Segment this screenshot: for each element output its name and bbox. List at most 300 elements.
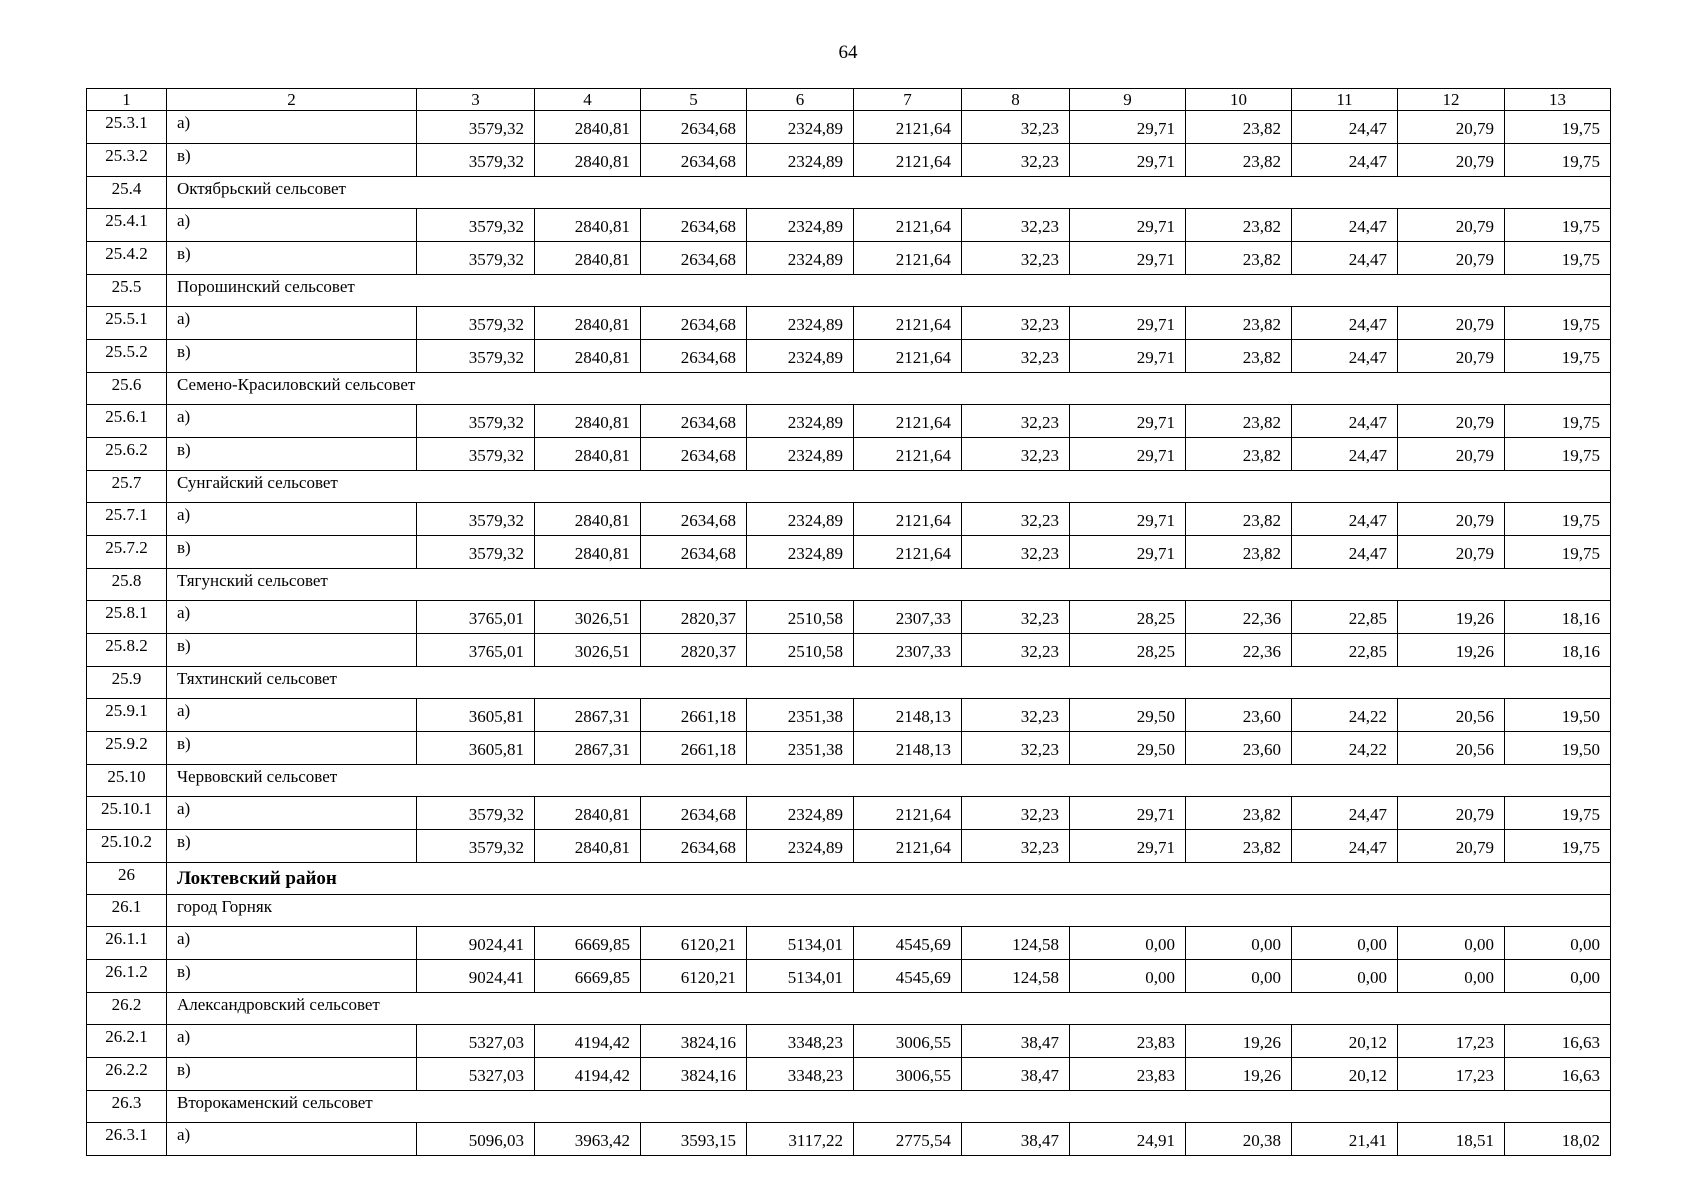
value-cell: 23,82 xyxy=(1186,797,1292,830)
value-cell: 32,23 xyxy=(962,405,1070,438)
value-cell: 19,75 xyxy=(1505,438,1611,471)
section-row xyxy=(87,765,1611,797)
value-cell: 2121,64 xyxy=(854,340,962,373)
value-cell: 19,26 xyxy=(1398,601,1505,634)
value-cell: 3006,55 xyxy=(854,1058,962,1091)
value-cell: 19,75 xyxy=(1505,536,1611,569)
table-row xyxy=(87,1123,1611,1156)
section-title: Тягунский сельсовет xyxy=(167,569,1611,601)
table-row xyxy=(87,732,1611,765)
value-cell: 2324,89 xyxy=(747,111,854,144)
value-cell: 19,75 xyxy=(1505,111,1611,144)
value-cell: 0,00 xyxy=(1505,927,1611,960)
value-cell: 19,75 xyxy=(1505,209,1611,242)
value-cell: 2324,89 xyxy=(747,830,854,863)
value-cell: 3579,32 xyxy=(417,536,535,569)
row-number: 25.4.2 xyxy=(87,242,167,275)
value-cell: 2307,33 xyxy=(854,601,962,634)
column-header: 2 xyxy=(167,89,417,111)
value-cell: 2121,64 xyxy=(854,242,962,275)
value-cell: 2324,89 xyxy=(747,536,854,569)
value-cell: 0,00 xyxy=(1292,927,1398,960)
row-label: а) xyxy=(167,307,417,340)
row-label: а) xyxy=(167,503,417,536)
value-cell: 3579,32 xyxy=(417,340,535,373)
section-title: Порошинский сельсовет xyxy=(167,275,1611,307)
section-row xyxy=(87,1091,1611,1123)
value-cell: 2324,89 xyxy=(747,405,854,438)
value-cell: 20,79 xyxy=(1398,144,1505,177)
value-cell: 20,79 xyxy=(1398,209,1505,242)
value-cell: 32,23 xyxy=(962,144,1070,177)
value-cell: 2840,81 xyxy=(535,503,641,536)
row-number: 26.2 xyxy=(87,993,167,1025)
row-label: в) xyxy=(167,732,417,765)
value-cell: 20,38 xyxy=(1186,1123,1292,1156)
section-title: Второкаменский сельсовет xyxy=(167,1091,1611,1123)
value-cell: 2840,81 xyxy=(535,144,641,177)
row-number: 25.5.2 xyxy=(87,340,167,373)
section-title: Тяхтинский сельсовет xyxy=(167,667,1611,699)
value-cell: 24,47 xyxy=(1292,405,1398,438)
row-number: 26 xyxy=(87,863,167,895)
value-cell: 0,00 xyxy=(1505,960,1611,993)
value-cell: 19,75 xyxy=(1505,144,1611,177)
value-cell: 19,26 xyxy=(1186,1058,1292,1091)
row-number: 25.3.2 xyxy=(87,144,167,177)
value-cell: 2634,68 xyxy=(641,144,747,177)
value-cell: 5134,01 xyxy=(747,927,854,960)
row-number: 25.5.1 xyxy=(87,307,167,340)
value-cell: 32,23 xyxy=(962,438,1070,471)
value-cell: 2634,68 xyxy=(641,797,747,830)
value-cell: 20,79 xyxy=(1398,536,1505,569)
value-cell: 23,82 xyxy=(1186,144,1292,177)
value-cell: 3579,32 xyxy=(417,503,535,536)
value-cell: 29,71 xyxy=(1070,307,1186,340)
value-cell: 2634,68 xyxy=(641,438,747,471)
row-label: в) xyxy=(167,438,417,471)
value-cell: 6669,85 xyxy=(535,927,641,960)
value-cell: 2324,89 xyxy=(747,144,854,177)
column-header: 11 xyxy=(1292,89,1398,111)
value-cell: 20,79 xyxy=(1398,830,1505,863)
value-cell: 6120,21 xyxy=(641,960,747,993)
value-cell: 3579,32 xyxy=(417,405,535,438)
value-cell: 24,47 xyxy=(1292,536,1398,569)
row-label: а) xyxy=(167,405,417,438)
table-row xyxy=(87,960,1611,993)
value-cell: 19,50 xyxy=(1505,732,1611,765)
value-cell: 3765,01 xyxy=(417,634,535,667)
table-row xyxy=(87,144,1611,177)
row-number: 25.10 xyxy=(87,765,167,797)
value-cell: 3579,32 xyxy=(417,830,535,863)
column-header: 13 xyxy=(1505,89,1611,111)
column-header: 5 xyxy=(641,89,747,111)
value-cell: 2840,81 xyxy=(535,830,641,863)
value-cell: 5327,03 xyxy=(417,1025,535,1058)
value-cell: 19,75 xyxy=(1505,340,1611,373)
value-cell: 3824,16 xyxy=(641,1025,747,1058)
value-cell: 4194,42 xyxy=(535,1025,641,1058)
value-cell: 32,23 xyxy=(962,830,1070,863)
row-label: в) xyxy=(167,242,417,275)
value-cell: 29,71 xyxy=(1070,536,1186,569)
value-cell: 24,47 xyxy=(1292,503,1398,536)
column-header-row xyxy=(87,89,1611,111)
value-cell: 24,47 xyxy=(1292,797,1398,830)
table-row xyxy=(87,699,1611,732)
value-cell: 2121,64 xyxy=(854,111,962,144)
value-cell: 29,71 xyxy=(1070,438,1186,471)
row-label: а) xyxy=(167,209,417,242)
value-cell: 32,23 xyxy=(962,732,1070,765)
value-cell: 17,23 xyxy=(1398,1058,1505,1091)
value-cell: 28,25 xyxy=(1070,634,1186,667)
value-cell: 3579,32 xyxy=(417,111,535,144)
row-label: в) xyxy=(167,536,417,569)
row-number: 25.3.1 xyxy=(87,111,167,144)
value-cell: 29,71 xyxy=(1070,144,1186,177)
row-number: 25.7.1 xyxy=(87,503,167,536)
value-cell: 2840,81 xyxy=(535,111,641,144)
column-header: 10 xyxy=(1186,89,1292,111)
value-cell: 2121,64 xyxy=(854,209,962,242)
row-label: в) xyxy=(167,830,417,863)
value-cell: 24,22 xyxy=(1292,732,1398,765)
section-title: Октябрьский сельсовет xyxy=(167,177,1611,209)
row-number: 25.7.2 xyxy=(87,536,167,569)
value-cell: 24,47 xyxy=(1292,144,1398,177)
value-cell: 23,82 xyxy=(1186,830,1292,863)
value-cell: 2510,58 xyxy=(747,601,854,634)
value-cell: 2661,18 xyxy=(641,699,747,732)
value-cell: 2840,81 xyxy=(535,438,641,471)
section-row xyxy=(87,177,1611,209)
value-cell: 22,36 xyxy=(1186,601,1292,634)
section-title: Червовский сельсовет xyxy=(167,765,1611,797)
table-row xyxy=(87,340,1611,373)
value-cell: 3117,22 xyxy=(747,1123,854,1156)
value-cell: 3348,23 xyxy=(747,1058,854,1091)
table-row xyxy=(87,634,1611,667)
value-cell: 2324,89 xyxy=(747,242,854,275)
value-cell: 29,71 xyxy=(1070,111,1186,144)
value-cell: 6669,85 xyxy=(535,960,641,993)
table-row xyxy=(87,797,1611,830)
value-cell: 20,79 xyxy=(1398,405,1505,438)
value-cell: 124,58 xyxy=(962,927,1070,960)
value-cell: 2634,68 xyxy=(641,405,747,438)
table-row xyxy=(87,1025,1611,1058)
value-cell: 20,56 xyxy=(1398,732,1505,765)
value-cell: 22,36 xyxy=(1186,634,1292,667)
value-cell: 5327,03 xyxy=(417,1058,535,1091)
value-cell: 18,02 xyxy=(1505,1123,1611,1156)
value-cell: 32,23 xyxy=(962,601,1070,634)
value-cell: 2307,33 xyxy=(854,634,962,667)
value-cell: 23,83 xyxy=(1070,1058,1186,1091)
value-cell: 24,47 xyxy=(1292,438,1398,471)
value-cell: 2820,37 xyxy=(641,634,747,667)
column-header: 6 xyxy=(747,89,854,111)
value-cell: 23,82 xyxy=(1186,438,1292,471)
value-cell: 2121,64 xyxy=(854,503,962,536)
section-row xyxy=(87,667,1611,699)
section-title: Семено-Красиловский сельсовет xyxy=(167,373,1611,405)
row-number: 26.3.1 xyxy=(87,1123,167,1156)
value-cell: 24,47 xyxy=(1292,242,1398,275)
value-cell: 16,63 xyxy=(1505,1025,1611,1058)
value-cell: 29,71 xyxy=(1070,797,1186,830)
row-label: в) xyxy=(167,960,417,993)
value-cell: 2634,68 xyxy=(641,830,747,863)
row-label: а) xyxy=(167,111,417,144)
value-cell: 3963,42 xyxy=(535,1123,641,1156)
value-cell: 19,75 xyxy=(1505,307,1611,340)
value-cell: 0,00 xyxy=(1186,960,1292,993)
value-cell: 3026,51 xyxy=(535,601,641,634)
value-cell: 2775,54 xyxy=(854,1123,962,1156)
value-cell: 29,71 xyxy=(1070,503,1186,536)
column-header: 1 xyxy=(87,89,167,111)
value-cell: 20,12 xyxy=(1292,1025,1398,1058)
value-cell: 3579,32 xyxy=(417,307,535,340)
value-cell: 20,79 xyxy=(1398,242,1505,275)
table-row xyxy=(87,438,1611,471)
value-cell: 18,16 xyxy=(1505,634,1611,667)
value-cell: 19,75 xyxy=(1505,242,1611,275)
section-row xyxy=(87,373,1611,405)
value-cell: 2820,37 xyxy=(641,601,747,634)
column-header: 3 xyxy=(417,89,535,111)
value-cell: 23,82 xyxy=(1186,111,1292,144)
value-cell: 2351,38 xyxy=(747,732,854,765)
value-cell: 3579,32 xyxy=(417,242,535,275)
row-label: а) xyxy=(167,699,417,732)
value-cell: 2121,64 xyxy=(854,830,962,863)
column-header: 7 xyxy=(854,89,962,111)
value-cell: 0,00 xyxy=(1070,927,1186,960)
value-cell: 2121,64 xyxy=(854,307,962,340)
value-cell: 0,00 xyxy=(1070,960,1186,993)
value-cell: 32,23 xyxy=(962,536,1070,569)
value-cell: 32,23 xyxy=(962,307,1070,340)
row-label: в) xyxy=(167,1058,417,1091)
value-cell: 2840,81 xyxy=(535,242,641,275)
row-number: 26.1 xyxy=(87,895,167,927)
row-number: 26.2.1 xyxy=(87,1025,167,1058)
value-cell: 20,79 xyxy=(1398,307,1505,340)
value-cell: 2634,68 xyxy=(641,340,747,373)
value-cell: 9024,41 xyxy=(417,927,535,960)
section-row xyxy=(87,993,1611,1025)
row-number: 25.8.2 xyxy=(87,634,167,667)
row-number: 25.5 xyxy=(87,275,167,307)
value-cell: 32,23 xyxy=(962,242,1070,275)
page-number: 64 xyxy=(838,42,858,63)
value-cell: 23,82 xyxy=(1186,536,1292,569)
value-cell: 28,25 xyxy=(1070,601,1186,634)
row-number: 26.1.1 xyxy=(87,927,167,960)
table-row xyxy=(87,601,1611,634)
table-row xyxy=(87,1058,1611,1091)
value-cell: 23,82 xyxy=(1186,242,1292,275)
value-cell: 3348,23 xyxy=(747,1025,854,1058)
section-title: Александровский сельсовет xyxy=(167,993,1611,1025)
value-cell: 32,23 xyxy=(962,111,1070,144)
value-cell: 18,16 xyxy=(1505,601,1611,634)
value-cell: 2634,68 xyxy=(641,111,747,144)
value-cell: 3765,01 xyxy=(417,601,535,634)
table-row xyxy=(87,927,1611,960)
table-row xyxy=(87,209,1611,242)
value-cell: 16,63 xyxy=(1505,1058,1611,1091)
value-cell: 2351,38 xyxy=(747,699,854,732)
value-cell: 23,83 xyxy=(1070,1025,1186,1058)
value-cell: 0,00 xyxy=(1186,927,1292,960)
row-number: 25.6.2 xyxy=(87,438,167,471)
value-cell: 38,47 xyxy=(962,1123,1070,1156)
value-cell: 24,47 xyxy=(1292,340,1398,373)
row-number: 25.10.1 xyxy=(87,797,167,830)
value-cell: 23,82 xyxy=(1186,307,1292,340)
value-cell: 29,50 xyxy=(1070,699,1186,732)
table-row xyxy=(87,307,1611,340)
section-row xyxy=(87,895,1611,927)
value-cell: 19,75 xyxy=(1505,503,1611,536)
value-cell: 22,85 xyxy=(1292,634,1398,667)
section-row xyxy=(87,471,1611,503)
value-cell: 3026,51 xyxy=(535,634,641,667)
value-cell: 5096,03 xyxy=(417,1123,535,1156)
column-header: 9 xyxy=(1070,89,1186,111)
value-cell: 2867,31 xyxy=(535,732,641,765)
row-label: а) xyxy=(167,1123,417,1156)
row-number: 25.9.2 xyxy=(87,732,167,765)
value-cell: 24,22 xyxy=(1292,699,1398,732)
value-cell: 4545,69 xyxy=(854,960,962,993)
value-cell: 20,79 xyxy=(1398,111,1505,144)
value-cell: 0,00 xyxy=(1398,927,1505,960)
value-cell: 2121,64 xyxy=(854,797,962,830)
value-cell: 3605,81 xyxy=(417,699,535,732)
row-label: в) xyxy=(167,340,417,373)
table-row xyxy=(87,830,1611,863)
value-cell: 2634,68 xyxy=(641,503,747,536)
value-cell: 2324,89 xyxy=(747,503,854,536)
value-cell: 2121,64 xyxy=(854,438,962,471)
value-cell: 0,00 xyxy=(1292,960,1398,993)
value-cell: 22,85 xyxy=(1292,601,1398,634)
table-row xyxy=(87,503,1611,536)
row-number: 26.2.2 xyxy=(87,1058,167,1091)
value-cell: 2148,13 xyxy=(854,732,962,765)
value-cell: 20,79 xyxy=(1398,797,1505,830)
row-number: 25.8 xyxy=(87,569,167,601)
value-cell: 32,23 xyxy=(962,699,1070,732)
value-cell: 19,75 xyxy=(1505,797,1611,830)
row-label: в) xyxy=(167,144,417,177)
value-cell: 2121,64 xyxy=(854,405,962,438)
section-row xyxy=(87,275,1611,307)
value-cell: 20,12 xyxy=(1292,1058,1398,1091)
row-number: 25.6 xyxy=(87,373,167,405)
value-cell: 2634,68 xyxy=(641,242,747,275)
column-header: 4 xyxy=(535,89,641,111)
value-cell: 2840,81 xyxy=(535,405,641,438)
value-cell: 9024,41 xyxy=(417,960,535,993)
value-cell: 3593,15 xyxy=(641,1123,747,1156)
value-cell: 0,00 xyxy=(1398,960,1505,993)
value-cell: 2121,64 xyxy=(854,144,962,177)
value-cell: 29,71 xyxy=(1070,242,1186,275)
row-label: а) xyxy=(167,797,417,830)
row-number: 25.9 xyxy=(87,667,167,699)
row-number: 26.1.2 xyxy=(87,960,167,993)
value-cell: 2840,81 xyxy=(535,209,641,242)
value-cell: 32,23 xyxy=(962,503,1070,536)
section-row xyxy=(87,569,1611,601)
value-cell: 19,26 xyxy=(1186,1025,1292,1058)
value-cell: 2148,13 xyxy=(854,699,962,732)
value-cell: 24,47 xyxy=(1292,307,1398,340)
column-header: 8 xyxy=(962,89,1070,111)
value-cell: 20,79 xyxy=(1398,438,1505,471)
value-cell: 124,58 xyxy=(962,960,1070,993)
value-cell: 3579,32 xyxy=(417,144,535,177)
district-row xyxy=(87,863,1611,895)
value-cell: 23,60 xyxy=(1186,732,1292,765)
value-cell: 3824,16 xyxy=(641,1058,747,1091)
value-cell: 20,79 xyxy=(1398,503,1505,536)
value-cell: 29,71 xyxy=(1070,405,1186,438)
value-cell: 23,82 xyxy=(1186,405,1292,438)
row-number: 25.9.1 xyxy=(87,699,167,732)
value-cell: 23,60 xyxy=(1186,699,1292,732)
value-cell: 3579,32 xyxy=(417,209,535,242)
row-number: 25.8.1 xyxy=(87,601,167,634)
value-cell: 38,47 xyxy=(962,1025,1070,1058)
value-cell: 23,82 xyxy=(1186,503,1292,536)
value-cell: 2121,64 xyxy=(854,536,962,569)
value-cell: 4194,42 xyxy=(535,1058,641,1091)
value-cell: 20,56 xyxy=(1398,699,1505,732)
section-title: Локтевский район xyxy=(167,863,1611,895)
value-cell: 23,82 xyxy=(1186,340,1292,373)
value-cell: 21,41 xyxy=(1292,1123,1398,1156)
value-cell: 20,79 xyxy=(1398,340,1505,373)
value-cell: 29,71 xyxy=(1070,830,1186,863)
value-cell: 29,71 xyxy=(1070,209,1186,242)
value-cell: 19,26 xyxy=(1398,634,1505,667)
value-cell: 18,51 xyxy=(1398,1123,1505,1156)
value-cell: 2510,58 xyxy=(747,634,854,667)
value-cell: 2634,68 xyxy=(641,536,747,569)
row-number: 25.6.1 xyxy=(87,405,167,438)
value-cell: 2324,89 xyxy=(747,340,854,373)
value-cell: 29,50 xyxy=(1070,732,1186,765)
tariff-table xyxy=(86,88,1611,1156)
value-cell: 24,47 xyxy=(1292,830,1398,863)
value-cell: 2840,81 xyxy=(535,797,641,830)
value-cell: 2324,89 xyxy=(747,438,854,471)
value-cell: 3579,32 xyxy=(417,438,535,471)
value-cell: 2324,89 xyxy=(747,307,854,340)
value-cell: 32,23 xyxy=(962,634,1070,667)
row-number: 25.7 xyxy=(87,471,167,503)
